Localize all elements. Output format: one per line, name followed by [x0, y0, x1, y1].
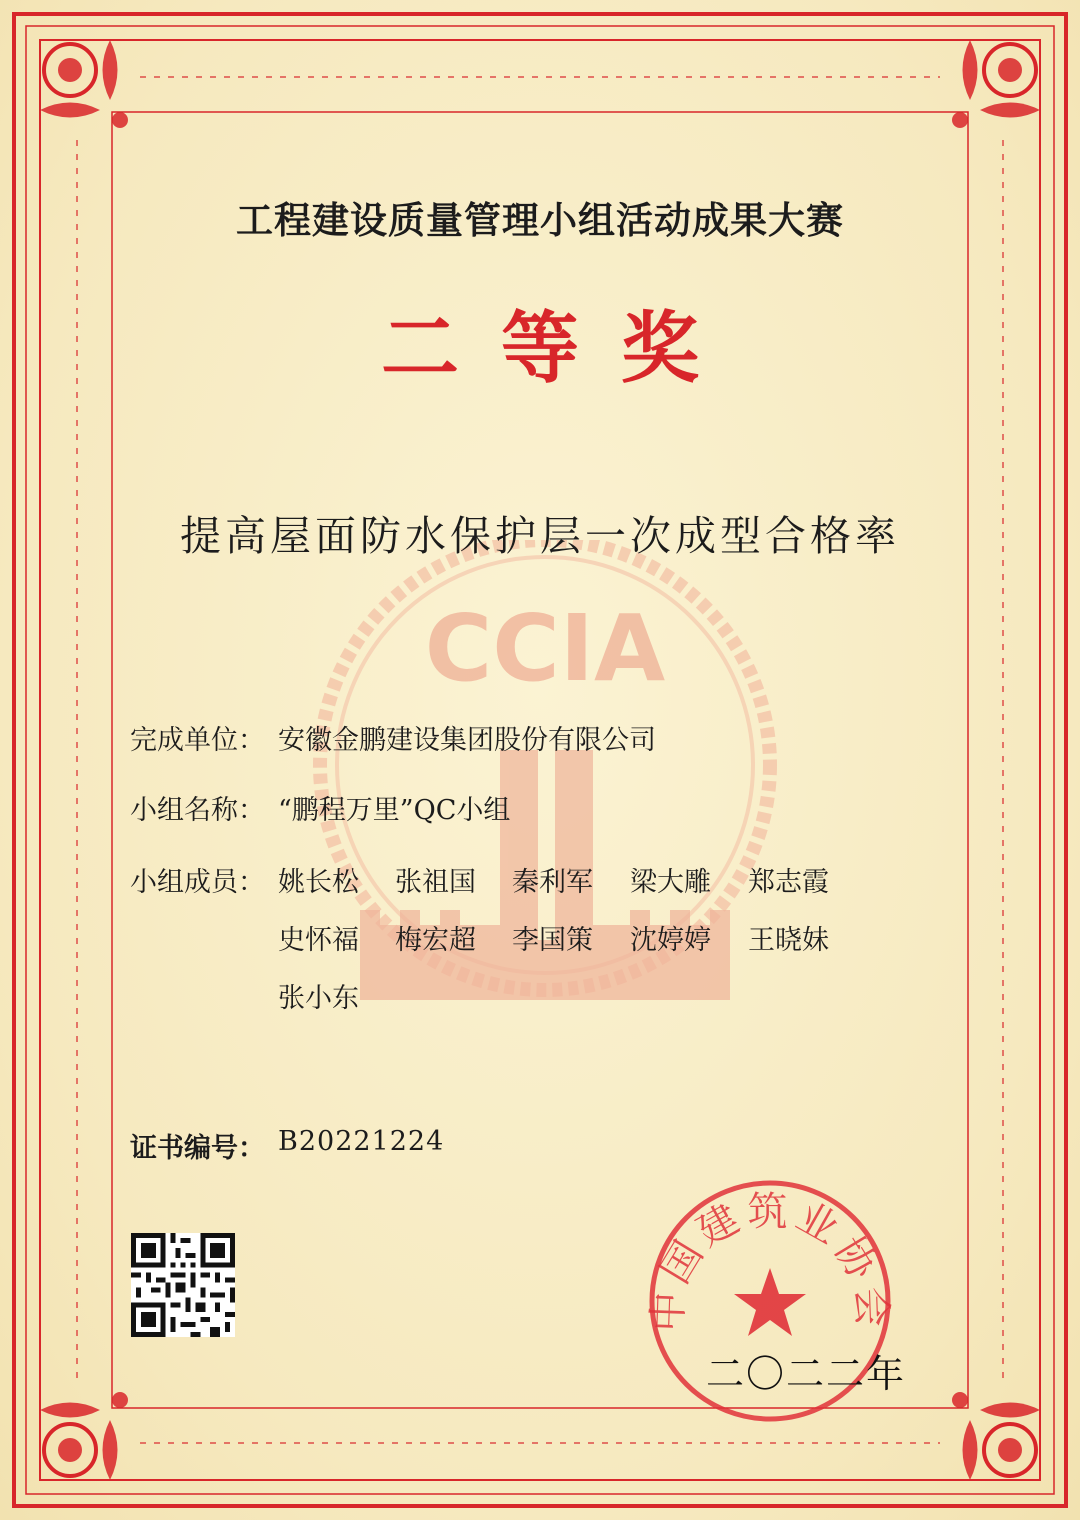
- group-value: “鹏程万里”QC小组: [278, 795, 511, 826]
- member-name: 史怀福: [278, 925, 359, 956]
- member-name: 沈婷婷: [630, 925, 711, 956]
- watermark-text: CCIA: [424, 595, 666, 702]
- corner-ornament-top-left: [40, 40, 128, 128]
- corner-ornament-bottom-left: [40, 1392, 128, 1480]
- seal-text: 中国建筑业协会: [645, 1188, 895, 1333]
- member-name: 李国策: [512, 925, 593, 956]
- cert-no-label: 证书编号：: [130, 1133, 265, 1164]
- project-title: 提高屋面防水保护层一次成型合格率: [180, 512, 900, 560]
- issue-date: 二〇二二年: [706, 1352, 907, 1396]
- unit-label: 完成单位：: [130, 725, 265, 756]
- group-label: 小组名称：: [130, 795, 265, 826]
- competition-title: 工程建设质量管理小组活动成果大赛: [236, 199, 844, 242]
- member-name: 张祖国: [395, 867, 476, 898]
- star-icon: [734, 1268, 806, 1336]
- award-level: 二等奖: [380, 303, 741, 394]
- member-name: 姚长松: [278, 867, 359, 898]
- corner-ornament-bottom-right: [952, 1392, 1040, 1480]
- cert-no-value: B20221224: [278, 1126, 445, 1157]
- qr-code[interactable]: [131, 1233, 235, 1337]
- member-name: 梁大雕: [630, 867, 711, 898]
- member-name: 秦利军: [512, 867, 593, 898]
- member-name: 梅宏超: [395, 925, 476, 956]
- member-name: 郑志霞: [748, 867, 829, 898]
- members-label: 小组成员：: [130, 867, 265, 898]
- unit-value: 安徽金鹏建设集团股份有限公司: [278, 725, 656, 756]
- member-name: 张小东: [278, 983, 359, 1014]
- member-name: 王晓妹: [748, 925, 829, 956]
- corner-ornament-top-right: [952, 40, 1040, 128]
